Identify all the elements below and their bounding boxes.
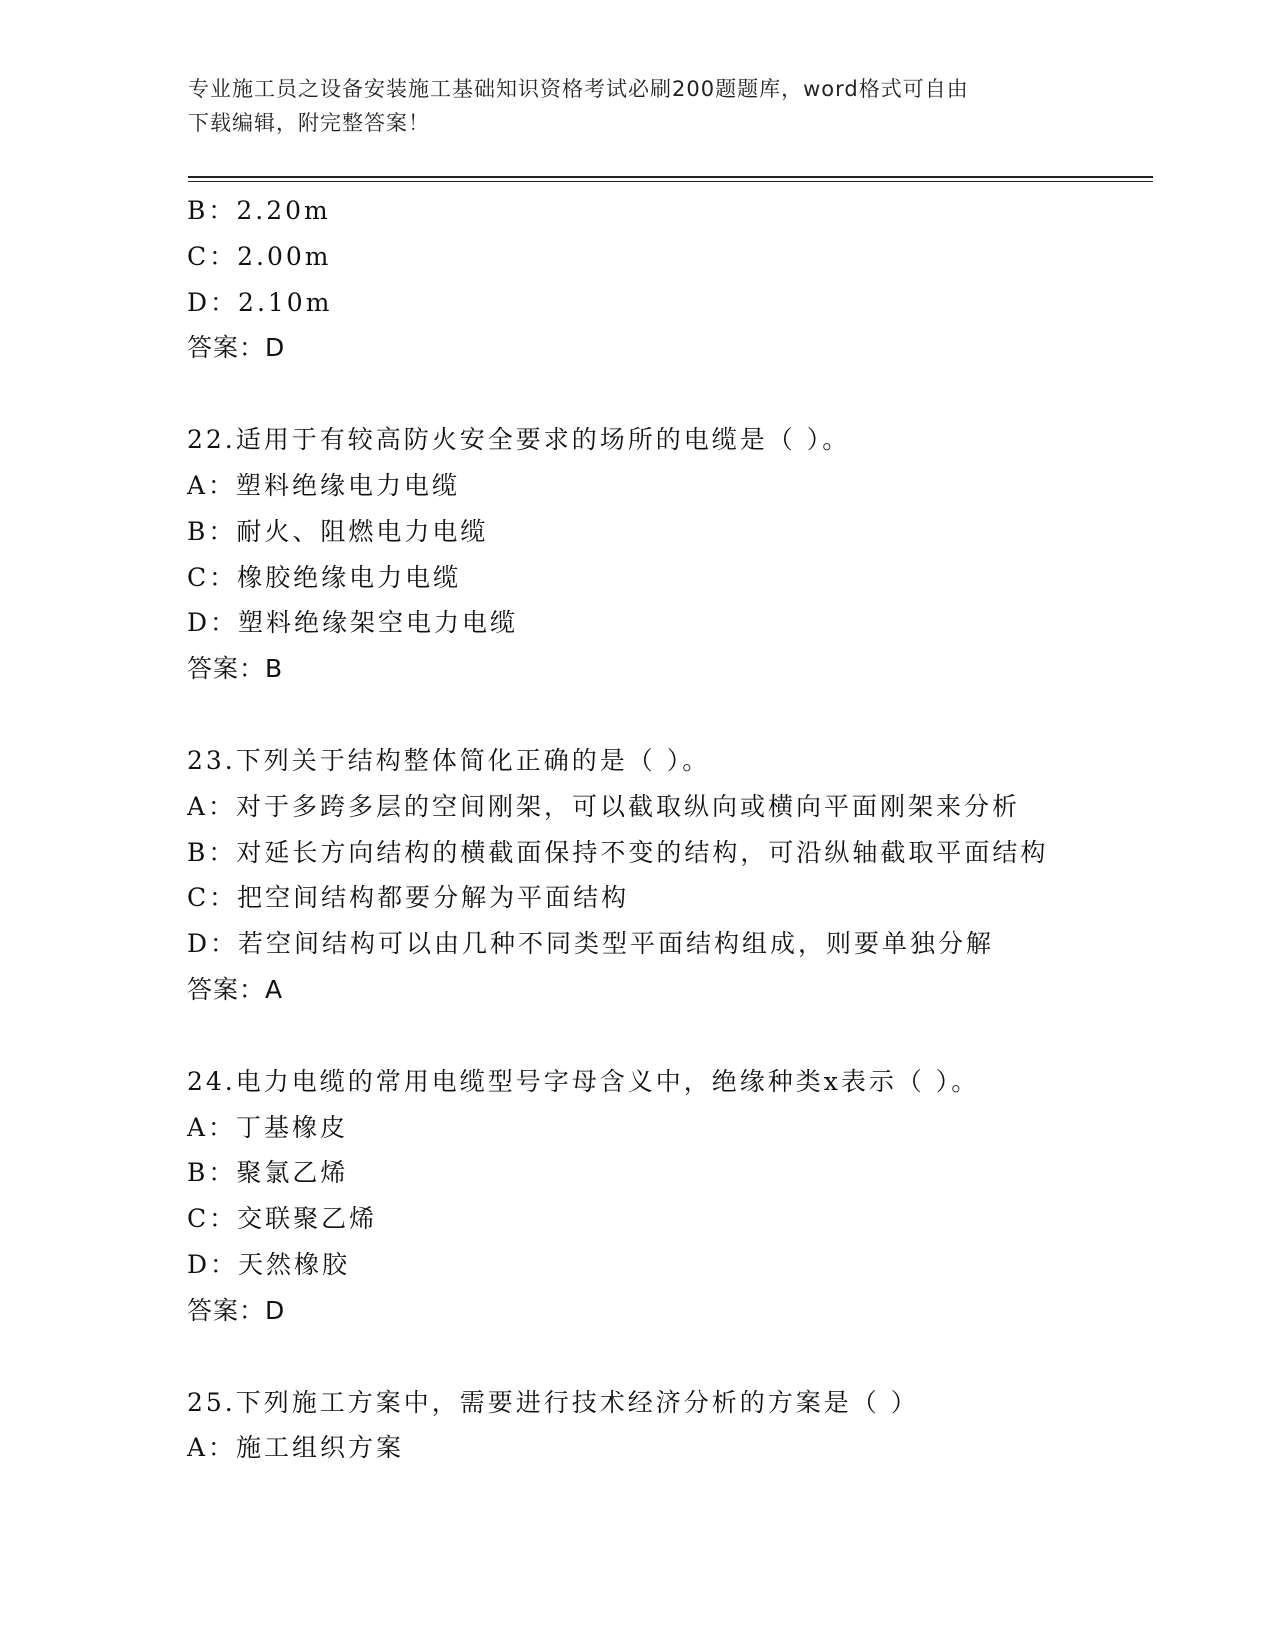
option-c: C：橡胶绝缘电力电缆 xyxy=(187,562,462,592)
block-spacer xyxy=(187,692,1147,738)
block-spacer xyxy=(187,371,1147,417)
option-d: D：塑料绝缘架空电力电缆 xyxy=(187,608,519,638)
question-text: 22.适用于有较高防火安全要求的场所的电缆是（ ）。 xyxy=(187,425,851,455)
option-a: A：对于多跨多层的空间刚架，可以截取纵向或横向平面刚架来分析 xyxy=(187,791,1021,821)
header-divider-thin xyxy=(188,181,1153,182)
option-d: D：2.10m xyxy=(187,287,333,317)
question-block-21 xyxy=(187,188,1147,371)
option-a: A：塑料绝缘电力电缆 xyxy=(187,470,461,500)
answer-line: 答案：B xyxy=(187,654,284,684)
question-block-25 xyxy=(187,1380,1147,1472)
option-c: C：把空间结构都要分解为平面结构 xyxy=(187,883,630,913)
option-c: C：2.00m xyxy=(187,241,332,271)
option-b: B：耐火、阻燃电力电缆 xyxy=(187,516,489,546)
option-b: B：对延长方向结构的横截面保持不变的结构，可沿纵轴截取平面结构 xyxy=(187,837,1049,867)
option-c: C：交联聚乙烯 xyxy=(187,1204,378,1234)
option-a: A：丁基橡皮 xyxy=(187,1112,349,1142)
question-block-23 xyxy=(187,738,1147,1013)
option-d: D：天然橡胶 xyxy=(187,1249,351,1279)
question-text: 25.下列施工方案中，需要进行技术经济分析的方案是（ ） xyxy=(187,1387,919,1417)
answer-line: 答案：A xyxy=(187,974,284,1004)
header-divider-thick xyxy=(188,176,1153,178)
option-b: B：聚氯乙烯 xyxy=(187,1158,349,1188)
block-spacer xyxy=(187,1013,1147,1059)
question-text: 23.下列关于结构整体简化正确的是（ ）。 xyxy=(187,745,711,775)
answer-line: 答案：D xyxy=(187,1295,286,1325)
header-line-2: 下载编辑，附完整答案！ xyxy=(188,111,430,135)
option-b: B：2.20m xyxy=(187,196,331,225)
answer-line: 答案：D xyxy=(187,333,286,363)
question-text: 24.电力电缆的常用电缆型号字母含义中，绝缘种类x表示（ ）。 xyxy=(187,1066,980,1096)
question-list xyxy=(187,188,1147,1471)
header-line-1: 专业施工员之设备安装施工基础知识资格考试必刷200题题库，word格式可自由 xyxy=(188,77,969,101)
option-d: D：若空间结构可以由几种不同类型平面结构组成，则要单独分解 xyxy=(187,929,995,959)
document-header xyxy=(188,72,1068,140)
question-block-22 xyxy=(187,417,1147,692)
option-a: A：施工组织方案 xyxy=(187,1433,405,1463)
question-block-24 xyxy=(187,1059,1147,1334)
block-spacer xyxy=(187,1334,1147,1380)
